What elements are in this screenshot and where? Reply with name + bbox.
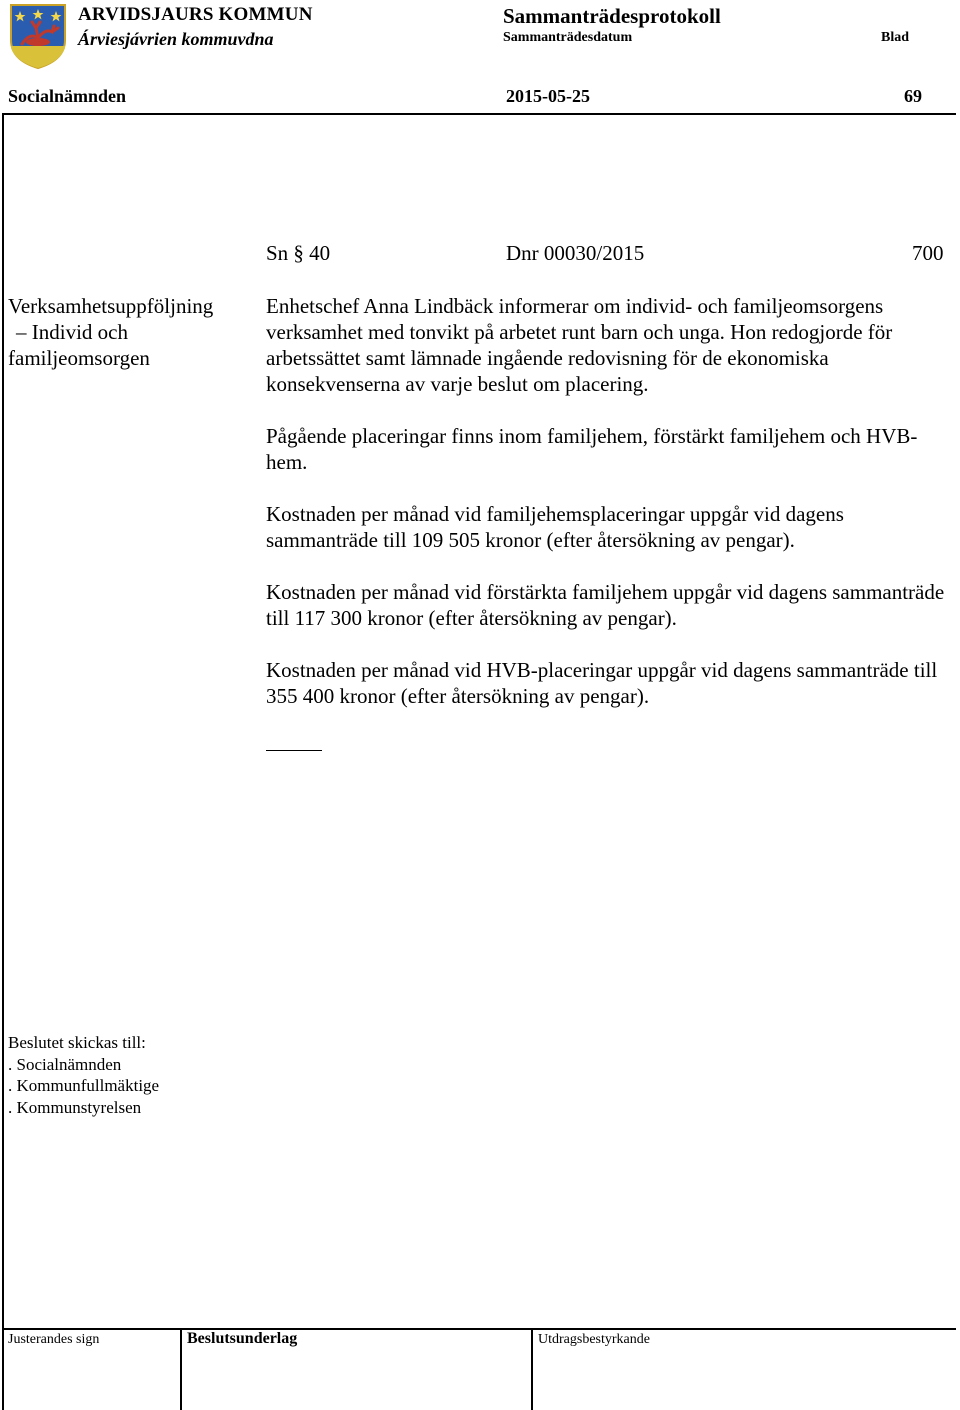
footer-column-divider-2 bbox=[531, 1329, 533, 1410]
distribution-list bbox=[8, 1032, 159, 1118]
matter-title-line-1: Verksamhetsuppföljning bbox=[8, 294, 214, 318]
paragraph-information: Enhetschef Anna Lindbäck informerar om individ- och familjeomsorgens verksamhet med tonvikt på arbetet runt barn och unga. Hon redogjorde för arbetssättet samt lämnade ingående redovisning för de ekonomiska konsekvenserna av varje beslut om placering. bbox=[266, 294, 893, 396]
matter-title-line-2: – Individ och bbox=[16, 320, 128, 344]
meeting-date: 2015-05-25 bbox=[506, 86, 590, 106]
organization-name-sami: Árviesjávrien kommuvdna bbox=[78, 29, 274, 49]
distribution-heading: Beslutet skickas till: bbox=[8, 1033, 146, 1052]
footer-column-divider-1 bbox=[180, 1329, 182, 1410]
matter-title bbox=[8, 293, 248, 371]
footer-divider bbox=[2, 1328, 956, 1330]
page-number: 69 bbox=[904, 86, 922, 106]
section-end-line bbox=[266, 750, 322, 751]
paragraph-family-home-cost: Kostnaden per månad vid familjehemsplaceringar uppgår vid dagens sammanträde till 109 505 kronor (efter återsökning av pengar). bbox=[266, 502, 844, 552]
decision-basis-label: Beslutsunderlag bbox=[187, 1330, 298, 1347]
case-code: 700 bbox=[912, 241, 944, 265]
municipal-coat-of-arms-logo bbox=[8, 2, 68, 70]
extract-certification-label: Utdragsbestyrkande bbox=[538, 1332, 650, 1347]
paragraph-reinforced-family-home-cost: Kostnaden per månad vid förstärkta familjehem uppgår vid dagens sammanträde till 117 300 kronor (efter återsökning av pengar). bbox=[266, 580, 945, 630]
meeting-date-label: Sammanträdesdatum bbox=[503, 30, 633, 45]
matter-title-line-3: familjeomsorgen bbox=[8, 346, 150, 370]
minutes-body bbox=[266, 293, 956, 735]
committee-name: Socialnämnden bbox=[8, 86, 127, 106]
recipient-item: . Socialnämnden bbox=[8, 1054, 122, 1074]
header-divider bbox=[2, 113, 956, 115]
recipient-item: . Kommunstyrelsen bbox=[8, 1097, 142, 1117]
left-border bbox=[2, 114, 4, 1410]
case-dnr: Dnr 00030/2015 bbox=[506, 241, 645, 265]
signer-initials-label: Justerandes sign bbox=[8, 1332, 100, 1347]
recipient-item: . Kommunfullmäktige bbox=[8, 1076, 160, 1095]
paragraph-placements: Pågående placeringar finns inom familjehem, förstärkt familjehem och HVB-hem. bbox=[266, 424, 918, 474]
document-title: Sammanträdesprotokoll bbox=[503, 4, 721, 28]
organization-name: ARVIDSJAURS KOMMUN bbox=[78, 4, 313, 25]
section-number: Sn § 40 bbox=[266, 241, 331, 265]
page-label: Blad bbox=[881, 30, 910, 45]
paragraph-hvb-cost: Kostnaden per månad vid HVB-placeringar uppgår vid dagens sammanträde till 355 400 kronor (efter återsökning av pengar). bbox=[266, 658, 938, 708]
